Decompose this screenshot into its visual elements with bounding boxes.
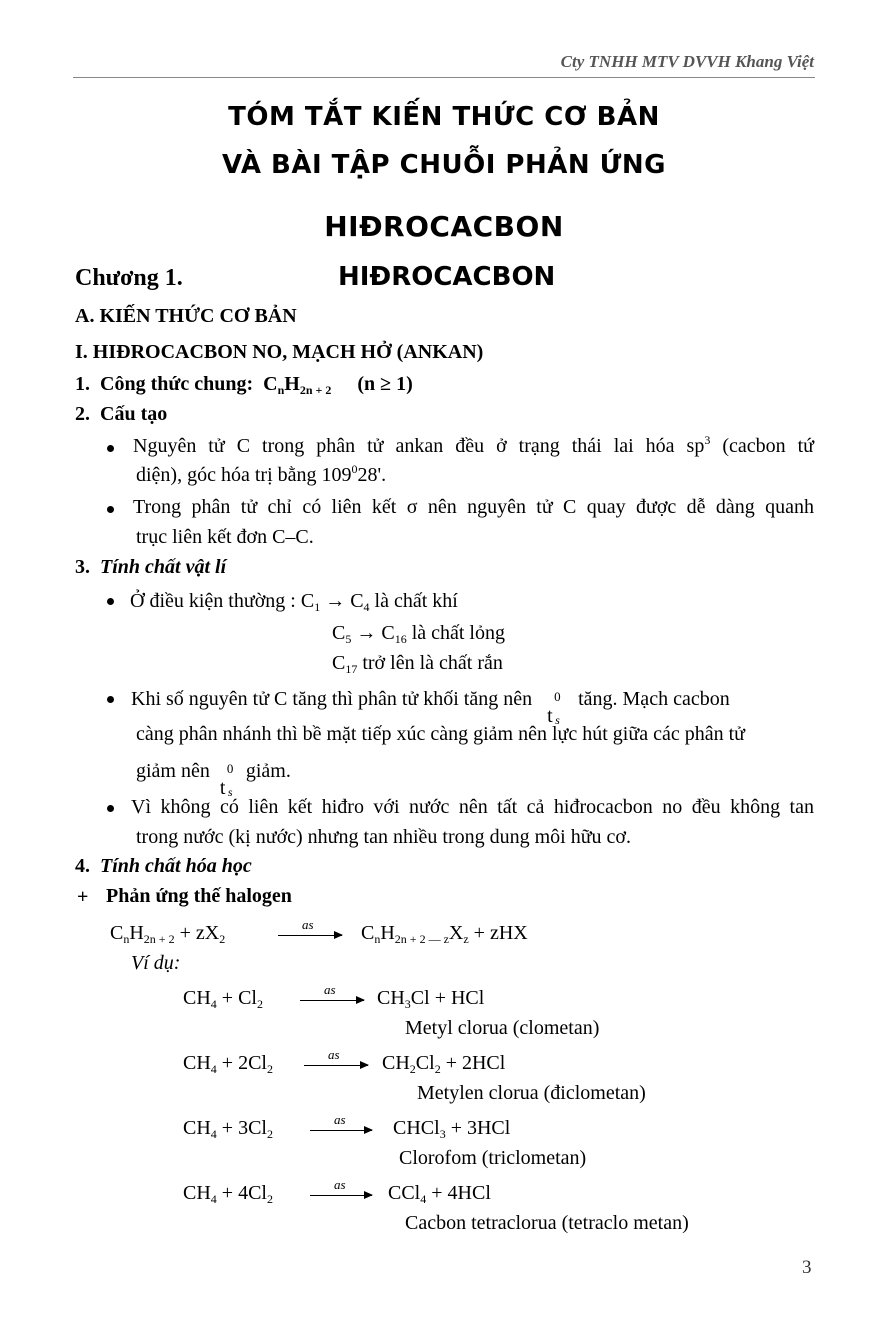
item-3-bullet-1-line-3: $C_{17}$ trở lên là chất rắn [332, 652, 503, 676]
item-3-heading: 3. Tính chất vật lí [75, 556, 227, 578]
substitution-heading: Phản ứng thế halogen [106, 885, 292, 907]
reaction-arrow [278, 935, 342, 936]
bullet-dot [107, 445, 114, 452]
item-3-bullet-1: Ở điều kiện thường : $C_1 \to C_4$ là chất khí [130, 590, 458, 614]
section-a-heading: A. KIẾN THỨC CƠ BẢN [75, 305, 297, 327]
example-reaction-lhs: $CH_4 + 2Cl_2$ [183, 1052, 273, 1076]
example-reaction-rhs: CCl$_4$ + 4HCl [388, 1182, 491, 1206]
general-reaction-rhs: $C_nH_{2n + 2 — z}X_z$ + zHX [361, 922, 528, 946]
item-1: 1. Công thức chung: $C_nH_{2n + 2}$ (n ≥ 1) [75, 373, 413, 397]
reaction-arrow [304, 1065, 368, 1066]
page-number: 3 [802, 1257, 812, 1278]
item-3-bullet-1-line-2: $C_5 \to C_{16}$ là chất lỏng [332, 622, 505, 646]
plus-mark: + [77, 886, 89, 908]
running-header: Cty TNHH MTV DVVH Khang Việt [560, 52, 814, 71]
general-reaction-lhs: $C_nH_{2n + 2} + zX_2$ [110, 922, 226, 946]
example-label: Ví dụ: [131, 952, 181, 974]
item-2-bullet-1-cont: diện), góc hóa trị bằng $109^028'$. [136, 462, 387, 486]
item-2-bullet-1: Nguyên tử C trong phân tử ankan đều ở trạng thái lai hóa $sp^3$ (cacbon tứ [133, 433, 814, 457]
example-reaction-lhs: $CH_4 + 3Cl_2$ [183, 1117, 273, 1141]
item-2-bullet-2: Trong phân tử chỉ có liên kết σ nên nguyên tử C quay được dễ dàng quanh [133, 496, 814, 518]
item-3-bullet-3: Vì không có liên kết hiđro với nước nên tất cả hiđrocacbon no đều không tan [131, 796, 814, 818]
condition-as: as [324, 982, 336, 997]
bullet-dot [107, 506, 114, 513]
item-3-bullet-2-line-3: giảm nên t 0 s giảm. [136, 760, 291, 799]
condition-as: as [328, 1047, 340, 1062]
product-name: Metylen clorua (điclometan) [417, 1082, 646, 1104]
reaction-arrow [310, 1130, 372, 1131]
condition-as: as [334, 1112, 346, 1127]
item-3-bullet-3-cont: trong nước (kị nước) nhưng tan nhiều trong dung môi hữu cơ. [136, 826, 632, 848]
item-3-bullet-2-line-2: càng phân nhánh thì bề mặt tiếp xúc càng giảm nên lực hút giữa các phân tử [136, 723, 745, 745]
product-name: Clorofom (triclometan) [399, 1147, 587, 1169]
condition-as: as [302, 917, 314, 932]
section-i-heading: I. HIĐROCACBON NO, MẠCH HỞ (ANKAN) [75, 341, 484, 363]
title-line-1: TÓM TẮT KIẾN THỨC CƠ BẢN [228, 102, 660, 132]
bullet-dot [107, 805, 114, 812]
chapter-name: HIĐROCACBON [338, 262, 556, 292]
item-3-bullet-2: Khi số nguyên tử C tăng thì phân tử khối tăng nên t 0 s tăng. Mạch cacbon [131, 688, 730, 727]
example-reaction-rhs: $CH_3Cl$ + HCl [377, 987, 485, 1011]
item-4-heading: 4. Tính chất hóa học [75, 855, 252, 877]
header-rule [73, 77, 815, 78]
example-reaction-rhs: $CH_2Cl_2 + 2HCl$ [382, 1052, 506, 1076]
reaction-arrow [310, 1195, 372, 1196]
reaction-arrow [300, 1000, 364, 1001]
item-2-heading: 2. Cấu tạo [75, 403, 168, 425]
example-reaction-rhs: CHCl$_3$ + 3HCl [393, 1117, 511, 1141]
condition-as: as [334, 1177, 346, 1192]
item-2-bullet-2-cont: trục liên kết đơn C–C. [136, 526, 314, 548]
chapter-label: Chương 1. [75, 265, 183, 291]
example-reaction-lhs: $CH_4 + 4Cl_2$ [183, 1182, 273, 1206]
example-reaction-lhs: $CH_4 + Cl_2$ [183, 987, 263, 1011]
title-line-2: VÀ BÀI TẬP CHUỖI PHẢN ỨNG [221, 150, 666, 180]
product-name: Cacbon tetraclorua (tetraclo metan) [405, 1212, 689, 1234]
bullet-dot [107, 696, 114, 703]
main-title: HIĐROCACBON [324, 210, 564, 243]
product-name: Metyl clorua (clometan) [405, 1017, 600, 1039]
bullet-dot [107, 598, 114, 605]
